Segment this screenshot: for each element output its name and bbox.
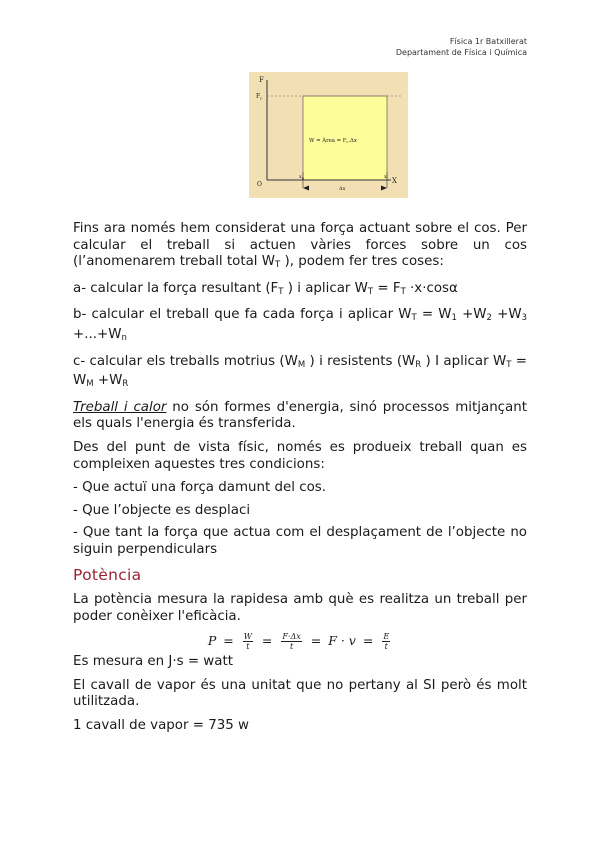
main-content [73, 221, 527, 742]
paragraph-conditions: Des del punt de vista físic, només es produeix treball quan es compleixen aquestes tres condicions: [73, 439, 527, 472]
area-formula-label: W = Àrea = $F_c.\Delta x$ [309, 138, 357, 145]
paragraph-horsepower-value: 1 cavall de vapor = 735 w [73, 718, 249, 734]
fraction-e-t: $\frac{E}{t}$ [383, 632, 390, 652]
paragraph-units: Es mesura en J·s = watt [73, 654, 233, 670]
term-work-heat: Treball i calor [73, 399, 167, 415]
x-tick-label: x [384, 174, 387, 180]
paragraph-option-a: a- calcular la força resultant ($F_T$ ) i aplicar $W_T = F_T \cdot x\cdot\cos\alpha$ [73, 280, 458, 297]
force-tick-label: $F_c$ [256, 93, 263, 101]
work-area-diagram [249, 72, 408, 198]
power-formula: P = $\frac{W}{t}$ = $\frac{F\cdot\Delta x}{t}$ = F · v = $\frac{E}{t}$ [207, 632, 390, 652]
axis-x-label: X [392, 177, 397, 185]
fraction-fdx-t: $\frac{F\cdot\Delta x}{t}$ [282, 632, 301, 652]
header-department: Departament de Física i Química [395, 48, 527, 57]
x0-tick-label: $x_o$ [299, 174, 304, 181]
paragraph-power-definition: La potència mesura la rapidesa amb què es realitza un treball per poder conèixer l'eficàcia. [73, 592, 527, 624]
origin-label: O [257, 181, 262, 188]
paragraph-horsepower: El cavall de vapor és una unitat que no pertany al SI però és molt utilitzada. [73, 677, 527, 710]
axis-y-label: F [259, 76, 264, 84]
condition-item-3: - Que tant la força que actua com el desplaçament de l’objecte no siguin perpendiculars [73, 525, 527, 557]
paragraph-work-heat: Treball i calor no són formes d'energia, sinó processos mitjançant els quals l'energia és transferida. [73, 399, 527, 432]
section-heading-power: Potència [73, 565, 142, 584]
header-course: Física 1r Batxillerat [449, 37, 527, 46]
paragraph-option-c: c- calcular els treballs motrius ($W_M$ ) i resistents ($W_R$ ) I aplicar $W_T = W_M +W_R$ [73, 353, 527, 390]
condition-item-2: - Que l’objecte es desplaci [73, 502, 251, 518]
paragraph-option-b: b- calcular el treball que fa cada força i aplicar $W_T = W_1 +W_2 +W_3 +...+W_n$ [73, 307, 527, 343]
condition-item-1: - Que actuï una força damunt del cos. [73, 480, 327, 496]
fraction-w-t: $\frac{W}{t}$ [243, 632, 252, 652]
page-header [396, 36, 527, 58]
paragraph-intro: Fins ara només hem considerat una força actuant sobre el cos. Per calcular el treball si actuen vàries forces sobre un cos (l’anomenarem treball total $W_T$ ), podem fer tres coses: [73, 221, 527, 271]
delta-x-label: Δx [339, 186, 346, 192]
